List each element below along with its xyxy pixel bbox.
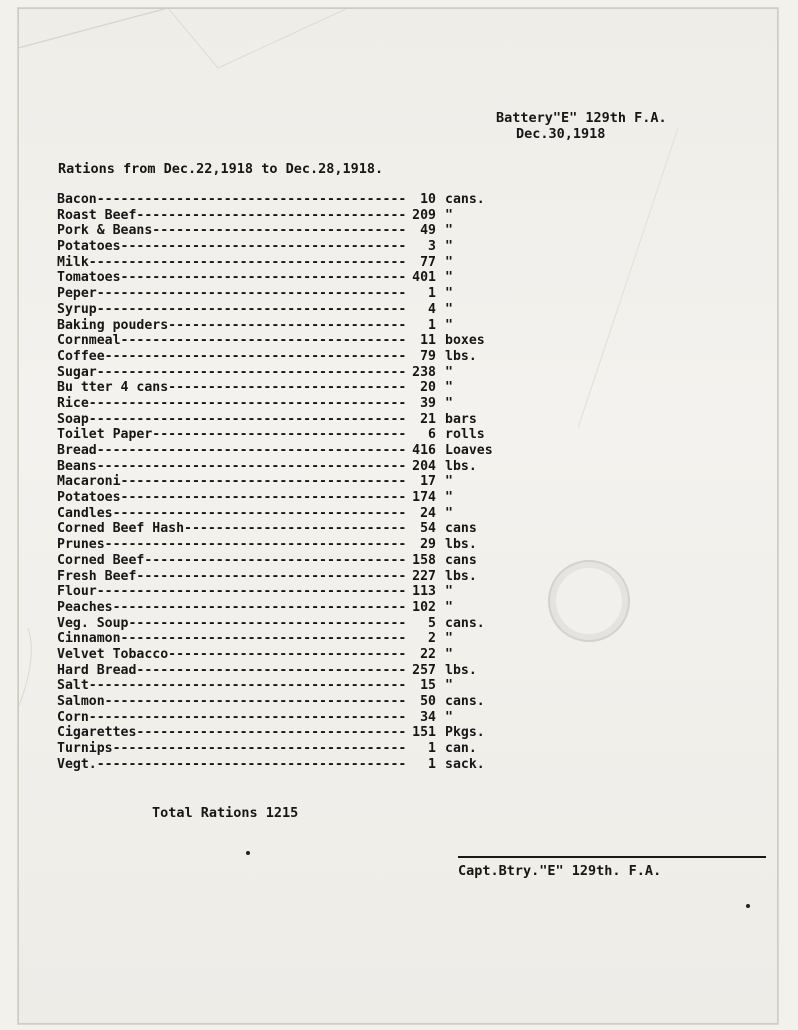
document-page: [18, 8, 778, 1024]
ration-item-unit: lbs.: [445, 458, 477, 474]
ration-item-quantity: 17: [420, 474, 436, 490]
ration-item-unit: ": [445, 301, 453, 317]
rations-list: [57, 192, 493, 772]
ration-item-unit: cans.: [445, 694, 485, 709]
ration-item-quantity: 401: [412, 270, 436, 286]
ration-item-unit: ": [445, 505, 453, 521]
ration-item-name: Pork & Beans -----: [57, 223, 407, 239]
ration-row: [57, 490, 493, 506]
ration-row: [57, 569, 493, 585]
ration-item-name: Cigarettes -----: [57, 725, 407, 741]
ration-item-quantity: 54: [420, 521, 436, 537]
ration-item-quantity: 5: [428, 615, 436, 631]
ration-row: [57, 725, 493, 741]
battery-unit: Battery"E" 129th F.A.: [496, 110, 667, 126]
ration-item-name: Macaroni -----: [57, 474, 407, 490]
ration-row: [57, 396, 493, 412]
ration-item-quantity: 29: [420, 537, 436, 553]
ration-item-name: Cinnamon -----: [57, 631, 407, 647]
ration-item-name: Coffee -----: [57, 349, 407, 365]
ration-item-quantity: 77: [420, 254, 436, 270]
ration-item-quantity: 416: [412, 443, 436, 458]
ration-row: [57, 537, 493, 553]
ration-item-quantity: 39: [420, 395, 436, 411]
ration-item-unit: bars: [445, 411, 477, 427]
ration-item-unit: ": [445, 286, 453, 302]
ration-item-unit: ": [445, 380, 453, 396]
ration-item-unit: ": [445, 317, 453, 333]
ration-item-unit: Pkgs.: [445, 725, 485, 741]
ration-item-quantity: 151: [412, 725, 436, 741]
ration-item-unit: ": [445, 239, 453, 255]
ration-item-unit: ": [445, 599, 453, 615]
ration-item-name: Cornmeal -----: [57, 333, 407, 349]
total-rations: Total Rations 1215: [152, 805, 299, 821]
ration-item-name: Veg. Soup -----: [57, 616, 407, 632]
ration-row: [57, 270, 493, 286]
ration-row: [57, 380, 493, 396]
ration-row: [57, 412, 493, 428]
ration-row: [57, 584, 493, 600]
ration-item-name: Syrup -----: [57, 302, 407, 318]
ration-item-name: Bacon -----: [57, 192, 407, 208]
ration-row: [57, 286, 493, 302]
ration-row: [57, 333, 493, 349]
ration-item-name: Corned Beef Hash -----: [57, 521, 407, 537]
ration-item-unit: cans.: [445, 615, 485, 631]
faded-stamp: [548, 560, 630, 642]
ration-item-quantity: 113: [412, 584, 436, 600]
ration-item-unit: lbs.: [445, 568, 477, 584]
ration-item-quantity: 1: [428, 756, 436, 772]
ration-item-quantity: 34: [420, 709, 436, 725]
ration-item-quantity: 227: [412, 568, 436, 584]
ration-item-name: Potatoes -----: [57, 490, 407, 506]
ration-item-unit: ": [445, 207, 453, 223]
ration-item-name: Bu tter 4 cans -----: [57, 380, 407, 396]
ration-item-name: Salt -----: [57, 678, 407, 694]
ration-item-unit: ": [445, 474, 453, 490]
ration-item-unit: ": [445, 270, 453, 286]
ration-item-unit: ": [445, 223, 453, 239]
ration-row: [57, 474, 493, 490]
ink-speck: [246, 851, 250, 855]
ration-row: [57, 741, 493, 757]
ration-item-name: Soap -----: [57, 412, 407, 428]
ration-row: [57, 365, 493, 381]
ration-item-unit: ": [445, 254, 453, 270]
ration-row: [57, 223, 493, 239]
ration-row: [57, 208, 493, 224]
signature-title: Capt.Btry."E" 129th. F.A.: [458, 863, 662, 879]
ration-item-name: Peaches -----: [57, 600, 407, 616]
ration-row: [57, 631, 493, 647]
ration-item-quantity: 11: [420, 333, 436, 349]
ration-row: [57, 255, 493, 271]
ration-row: [57, 192, 493, 208]
ration-item-name: Corned Beef -----: [57, 553, 407, 569]
ration-item-unit: cans: [445, 552, 477, 568]
ration-row: [57, 443, 493, 459]
rations-title: Rations from Dec.22,1918 to Dec.28,1918.: [58, 161, 384, 177]
ration-item-unit: cans: [445, 521, 477, 537]
ration-row: [57, 553, 493, 569]
ration-item-unit: ": [445, 678, 453, 694]
ration-item-unit: sack.: [445, 756, 485, 772]
ration-item-unit: can.: [445, 741, 477, 757]
ration-item-name: Corn -----: [57, 710, 407, 726]
ration-item-name: Sugar -----: [57, 365, 407, 381]
ration-item-unit: lbs.: [445, 348, 477, 364]
ration-item-quantity: 20: [420, 380, 436, 396]
ration-row: [57, 710, 493, 726]
ration-item-unit: lbs.: [445, 537, 477, 553]
ration-item-unit: Loaves: [445, 443, 493, 458]
ration-item-quantity: 49: [420, 223, 436, 239]
ration-item-name: Salmon -----: [57, 694, 407, 710]
ration-item-name: Prunes -----: [57, 537, 407, 553]
ration-item-quantity: 21: [420, 411, 436, 427]
ration-item-name: Milk -----: [57, 255, 407, 271]
ration-item-unit: rolls: [445, 427, 485, 443]
ration-item-name: Velvet Tobacco -----: [57, 647, 407, 663]
ration-item-quantity: 204: [412, 458, 436, 474]
ration-item-name: Fresh Beef -----: [57, 569, 407, 585]
ration-item-quantity: 158: [412, 552, 436, 568]
ration-item-quantity: 209: [412, 207, 436, 223]
ration-item-name: Tomatoes -----: [57, 270, 407, 286]
ration-item-quantity: 50: [420, 694, 436, 709]
ration-item-unit: ": [445, 395, 453, 411]
ration-item-unit: ": [445, 631, 453, 647]
ration-item-name: Peper -----: [57, 286, 407, 302]
ration-item-unit: ": [445, 709, 453, 725]
ration-item-name: Potatoes -----: [57, 239, 407, 255]
ration-item-quantity: 10: [420, 192, 436, 207]
ration-item-unit: ": [445, 364, 453, 380]
ration-row: [57, 506, 493, 522]
ration-item-name: Bread -----: [57, 443, 407, 459]
ration-item-quantity: 79: [420, 348, 436, 364]
ration-row: [57, 521, 493, 537]
ration-row: [57, 757, 493, 773]
ration-item-unit: cans.: [445, 192, 485, 207]
ration-row: [57, 427, 493, 443]
ration-row: [57, 694, 493, 710]
ration-item-name: Candles -----: [57, 506, 407, 522]
ration-row: [57, 647, 493, 663]
ration-item-quantity: 257: [412, 662, 436, 678]
ration-row: [57, 459, 493, 475]
ration-row: [57, 302, 493, 318]
ration-item-unit: lbs.: [445, 662, 477, 678]
ration-row: [57, 663, 493, 679]
ration-row: [57, 678, 493, 694]
ration-row: [57, 616, 493, 632]
ration-item-quantity: 102: [412, 599, 436, 615]
ration-item-name: Baking pouders -----: [57, 318, 407, 334]
ration-item-name: Hard Bread -----: [57, 663, 407, 679]
document-header: [496, 110, 667, 142]
ration-item-unit: ": [445, 584, 453, 600]
ration-item-name: Beans -----: [57, 459, 407, 475]
ration-item-quantity: 1: [428, 741, 436, 757]
ration-item-quantity: 238: [412, 364, 436, 380]
ration-item-unit: ": [445, 646, 453, 662]
ration-item-quantity: 22: [420, 646, 436, 662]
ration-item-quantity: 174: [412, 490, 436, 506]
ration-item-name: Flour -----: [57, 584, 407, 600]
signature-line: [458, 856, 766, 858]
ration-item-quantity: 24: [420, 505, 436, 521]
ration-item-name: Rice -----: [57, 396, 407, 412]
ration-item-name: Vegt. -----: [57, 757, 407, 773]
ration-item-quantity: 15: [420, 678, 436, 694]
ration-row: [57, 349, 493, 365]
ration-item-quantity: 2: [428, 631, 436, 647]
ration-row: [57, 239, 493, 255]
document-date: Dec.30,1918: [516, 126, 606, 142]
ration-row: [57, 318, 493, 334]
ration-item-name: Turnips -----: [57, 741, 407, 757]
ink-speck: [746, 904, 750, 908]
ration-item-quantity: 6: [428, 427, 436, 443]
ration-item-name: Toilet Paper -----: [57, 427, 407, 443]
ration-item-quantity: 3: [428, 239, 436, 255]
ration-row: [57, 600, 493, 616]
ration-item-quantity: 1: [428, 317, 436, 333]
ration-item-unit: ": [445, 490, 453, 506]
ration-item-unit: boxes: [445, 333, 485, 349]
ration-item-quantity: 4: [428, 301, 436, 317]
ration-item-name: Roast Beef -----: [57, 208, 407, 224]
ration-item-quantity: 1: [428, 286, 436, 302]
